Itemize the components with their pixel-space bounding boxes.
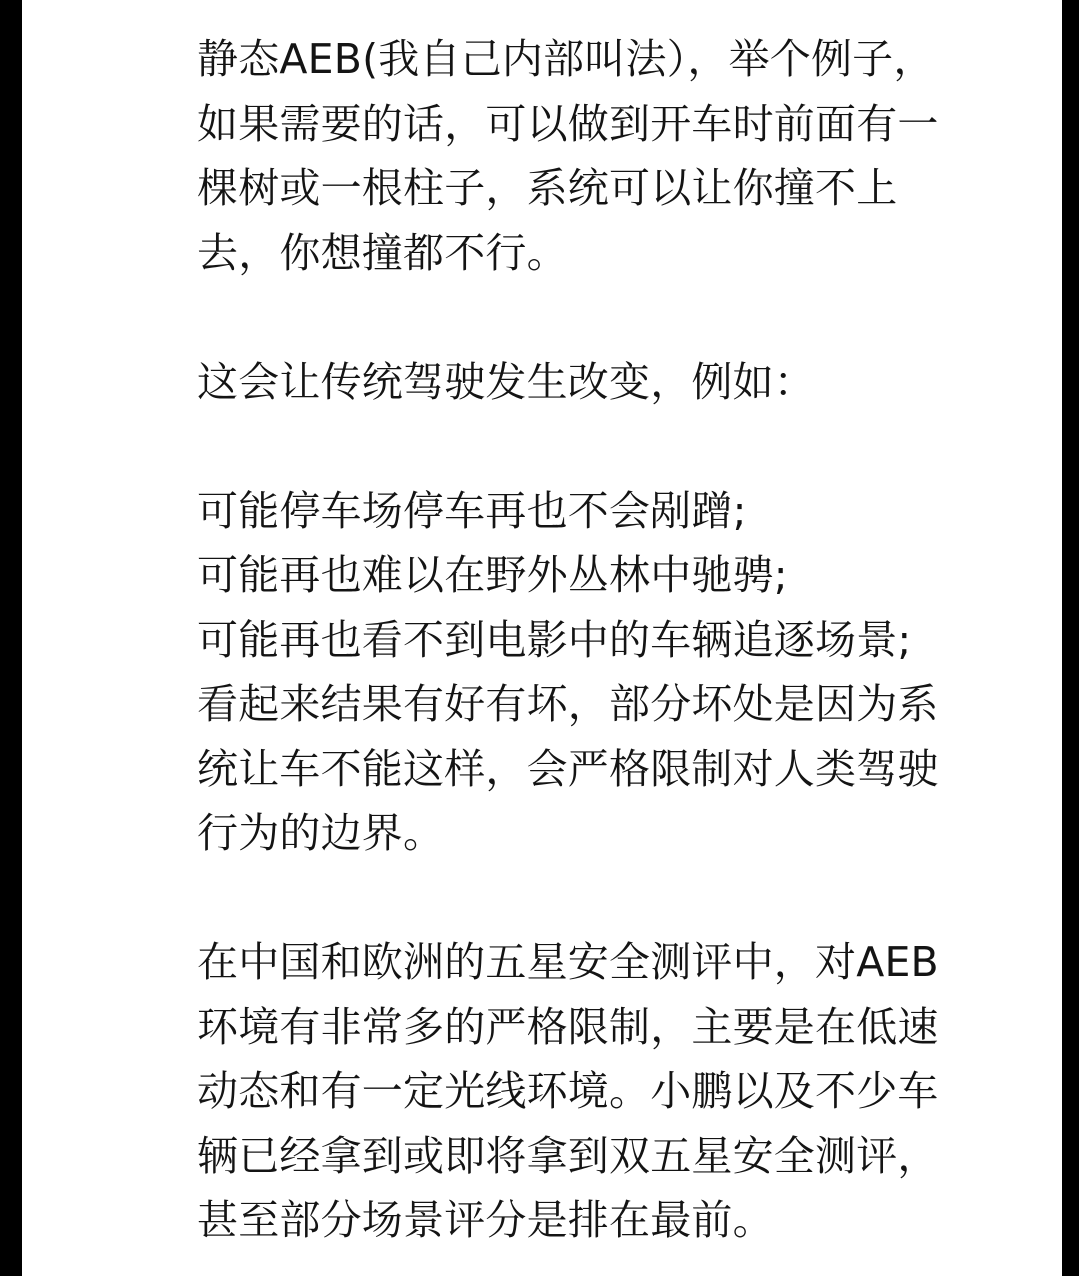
text-line: 棵树或一根柱子，系统可以让你撞不上 — [197, 164, 898, 212]
text-line: 行为的边界。 — [197, 809, 445, 857]
text-line: 动态和有一定光线环境。小鹏以及不少车 — [197, 1067, 939, 1115]
text-line: 在中国和欧洲的五星安全测评中，对AEB — [197, 938, 939, 986]
text-line: 可能再也难以在野外丛林中驰骋; — [197, 551, 788, 599]
text-line: 看起来结果有好有坏，部分坏处是因为系 — [197, 680, 939, 728]
text-line: 环境有非常多的严格限制，主要是在低速 — [197, 1002, 939, 1051]
text-line: 去，你想撞都不行。 — [197, 228, 568, 277]
document-page — [22, 0, 1062, 1276]
article-text — [197, 27, 1037, 1253]
paragraph-gap — [197, 285, 1037, 350]
paragraph-1 — [197, 27, 1037, 285]
text-line: 甚至部分场景评分是排在最前。 — [197, 1196, 774, 1244]
text-line: 可能停车场停车再也不会剐蹭; — [197, 486, 747, 535]
text-line: 可能再也看不到电影中的车辆追逐场景; — [197, 615, 912, 664]
text-line: 辆已经拿到或即将拿到双五星安全测评， — [197, 1131, 939, 1180]
paragraph-4 — [197, 930, 1037, 1253]
text-line: 如果需要的话，可以做到开车时前面有一 — [197, 99, 939, 148]
text-line: 静态AEB(我自己内部叫法），举个例子， — [197, 35, 935, 83]
text-line: 统让车不能这样，会严格限制对人类驾驶 — [197, 744, 939, 793]
paragraph-gap — [197, 866, 1037, 931]
text-line: 这会让传统驾驶发生改变，例如： — [197, 357, 815, 406]
paragraph-2 — [197, 350, 1037, 415]
paragraph-gap — [197, 414, 1037, 479]
paragraph-3 — [197, 479, 1037, 866]
